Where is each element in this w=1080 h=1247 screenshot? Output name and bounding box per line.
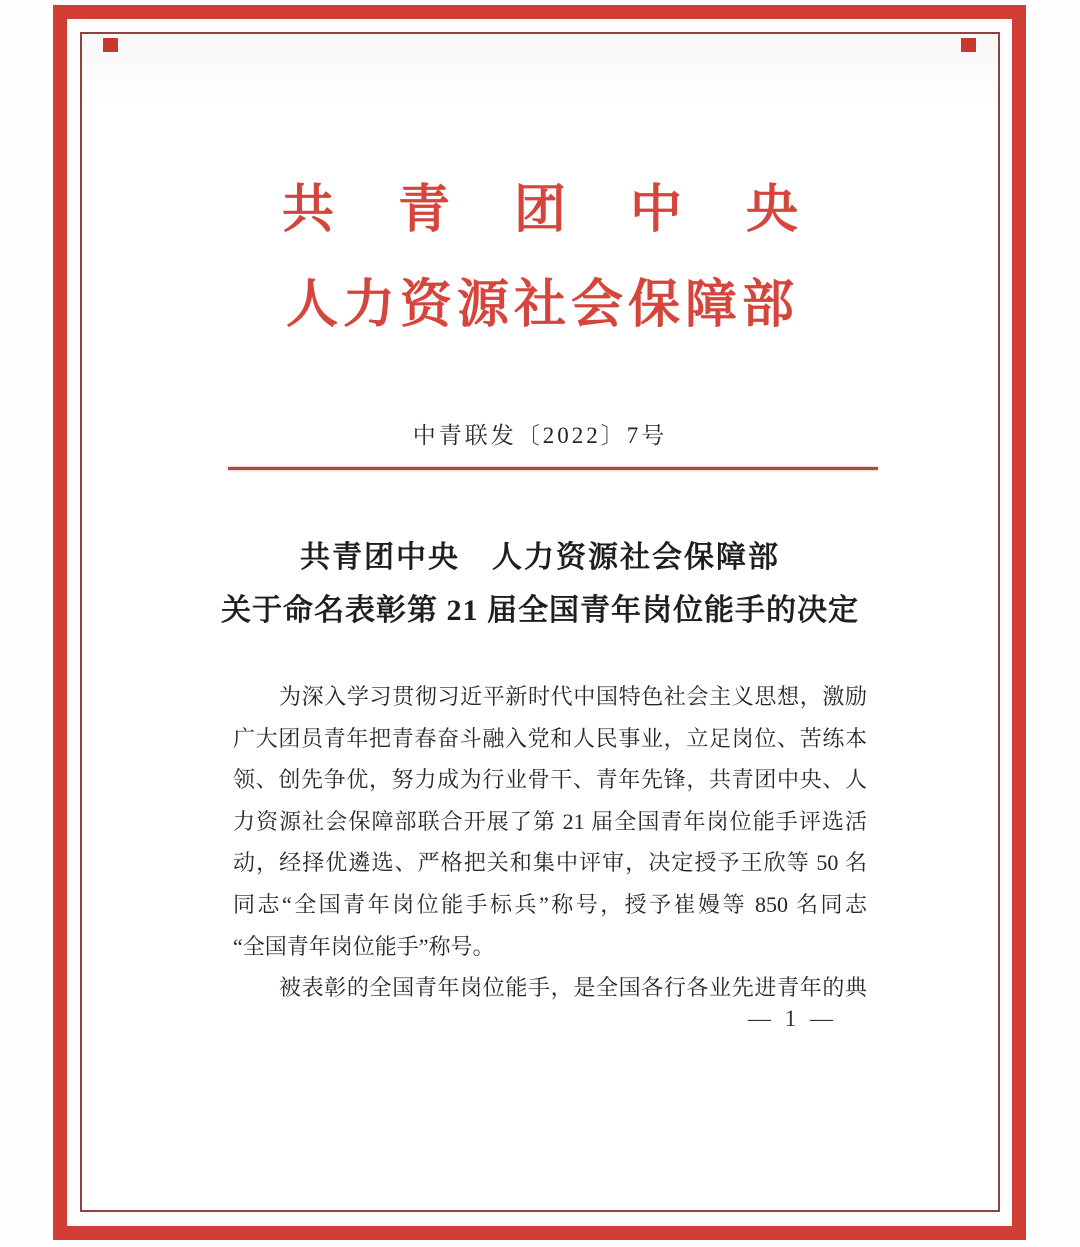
body-line: 同志“全国青年岗位能手标兵”称号，授予崔嫚等 850 名同志 — [233, 891, 867, 917]
corner-mark-left — [103, 38, 118, 52]
page-number: — 1 — — [748, 1006, 837, 1031]
document-title-line2: 关于命名表彰第 21 届全国青年岗位能手的决定 — [221, 594, 859, 627]
body-line: 被表彰的全国青年岗位能手，是全国各行各业先进青年的典 — [279, 975, 867, 1001]
document-body — [233, 676, 867, 1009]
letterhead-org-line2: 人力资源社会保障部 — [285, 277, 799, 334]
document-number: 中青联发〔2022〕7号 — [412, 423, 668, 448]
letterhead-org-line1: 共青团中央 — [281, 182, 862, 239]
letterhead-separator-rule — [228, 467, 878, 470]
body-line: 力资源社会保障部联合开展了第 21 届全国青年岗位能手评选活 — [233, 808, 867, 834]
corner-mark-right — [961, 38, 976, 52]
body-line: 广大团员青年把青春奋斗融入党和人民事业，立足岗位、苦练本 — [233, 725, 867, 751]
body-line: 为深入学习贯彻习近平新时代中国特色社会主义思想，激励 — [279, 684, 867, 709]
body-line: 领、创先争优，努力成为行业骨干、青年先锋，共青团中央、人 — [233, 767, 867, 793]
body-line: “全国青年岗位能手”称号。 — [233, 933, 495, 959]
document-title-line1: 共青团中央 人力资源社会保障部 — [300, 541, 780, 574]
body-line: 动，经择优遴选、严格把关和集中评审，决定授予王欣等 50 名 — [233, 850, 867, 876]
